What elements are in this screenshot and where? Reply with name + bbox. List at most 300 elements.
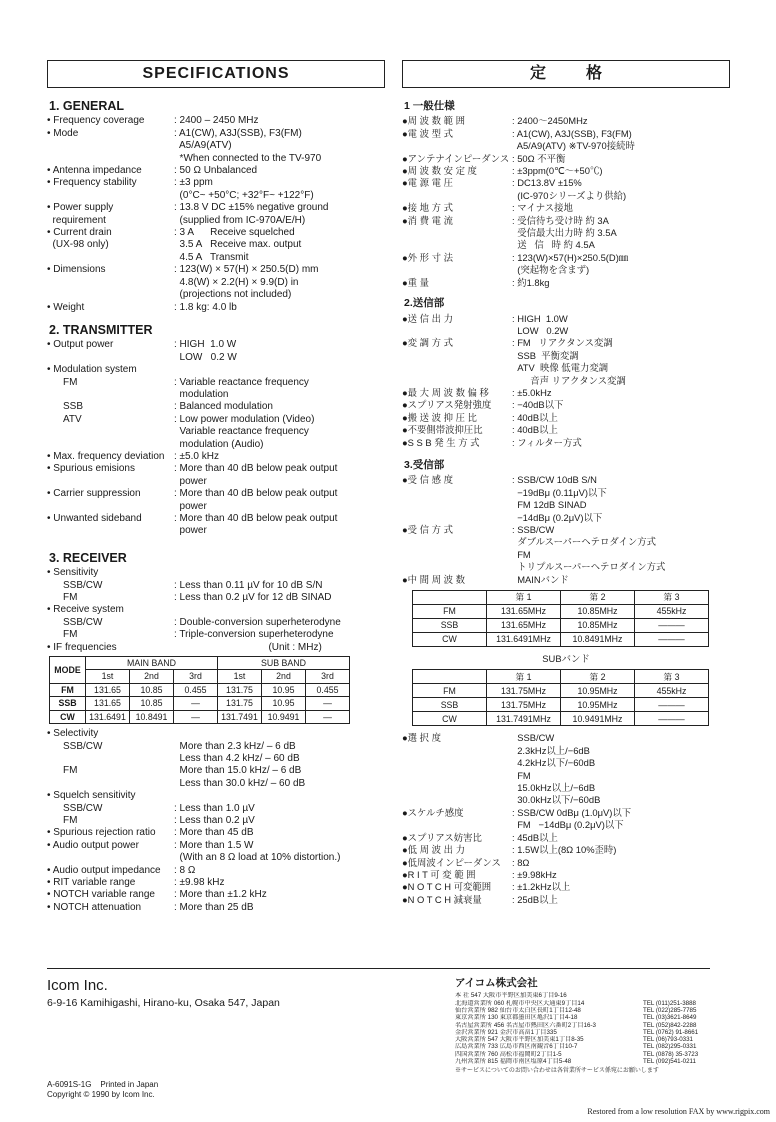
- spec-label: ●周 波 数 安 定 度: [402, 165, 477, 177]
- spec-label: FM: [63, 592, 78, 604]
- spec-row: [402, 732, 730, 806]
- spec-value: : 123(W)×57(H)×250.5(D)㎜ (突起物を含まず): [512, 251, 629, 276]
- receiver-spec-list-a: [47, 567, 385, 654]
- branch-address: 仙台営業所 982 仙台市太白区長町1丁目12-48: [455, 1007, 581, 1014]
- spec-value: [174, 364, 385, 376]
- spec-row: [402, 869, 730, 881]
- jp-table-col-header: 第 3: [635, 670, 709, 684]
- spec-label: ●N O T C H 可変範囲: [402, 881, 492, 893]
- spec-value: : ±9.98kHz: [512, 868, 557, 880]
- jp-table-cell: 10.85MHz: [561, 619, 635, 633]
- jp-table-mode: SSB: [413, 619, 487, 633]
- if-table-mode: CW: [50, 710, 86, 723]
- spec-value: : A1(CW), A3J(SSB), F3(FM) A5/A9(ATV) ※TV-970接続時: [512, 127, 635, 152]
- spec-value: : 40dB以上: [512, 424, 558, 436]
- spec-value: : Triple-conversion superheterodyne: [174, 629, 334, 641]
- general-spec-list: [47, 115, 385, 314]
- jp-table-cell: ———: [635, 619, 709, 633]
- spec-value: : SSB/CW 0dBμ (1.0μV)以下 FM −14dBμ (0.2μV)以下: [512, 806, 632, 831]
- branch-address: 北海道営業所 060 札幌市中央区大通東9丁目14: [455, 999, 585, 1007]
- spec-label: • Audio output power: [47, 839, 139, 851]
- jp-table-row: [413, 619, 709, 633]
- branch-address: 金沢営業所 921 金沢市高畠1丁目335: [455, 1028, 557, 1036]
- if-table-row: [50, 683, 350, 696]
- spec-value: : Less than 0.2 µV for 12 dB SINAD: [174, 592, 332, 604]
- if-table-cell: 131.6491: [86, 710, 130, 723]
- spec-label: ●N O T C H 減衰量: [402, 893, 482, 905]
- spec-label: • Squelch sensitivity: [47, 790, 136, 802]
- spec-value: : Less than 0.11 µV for 10 dB S/N: [174, 579, 323, 591]
- spec-value: : More than 40 dB below peak output power: [174, 488, 338, 512]
- spec-label: ●搬 送 波 抑 圧 比: [402, 411, 477, 423]
- branch-tel: TEL (06)793-0331: [643, 1036, 693, 1044]
- jp-table-row: [413, 633, 709, 647]
- restoration-credit: Restored from a low resolution FAX by www.rigpix.com: [587, 1107, 770, 1116]
- jp-table-cell: ———: [635, 633, 709, 647]
- spec-row: [47, 165, 385, 177]
- jp-receiver-heading: 3.受信部: [404, 458, 445, 471]
- if-table-mode: SSB: [50, 697, 86, 710]
- branch-row: [455, 1000, 713, 1007]
- japanese-title: 定格: [402, 60, 730, 88]
- spec-row: [47, 177, 385, 202]
- spec-row: [402, 215, 730, 252]
- spec-row: [47, 302, 385, 314]
- spec-label: • Output power: [47, 339, 114, 351]
- spec-value: : FM リアクタンス変調 SSB 平衡変調 ATV 映像 低電力変調 音声 リアクタンス変調: [512, 337, 626, 386]
- if-table-row: [50, 710, 350, 723]
- spec-label: • Selectivity: [47, 728, 99, 740]
- branch-address: 九州営業所 815 福岡市南区塩原4丁目5-48: [455, 1058, 572, 1066]
- jp-table-cell: 10.85MHz: [561, 605, 635, 619]
- spec-value: : 2400〜2450MHz: [512, 115, 588, 127]
- japanese-column: [402, 60, 730, 906]
- spec-value: More than 15.0 kHz/ – 6 dB Less than 30.0 kHz/ – 60 dB: [179, 765, 306, 789]
- spec-row: [47, 364, 385, 376]
- spec-label: • RIT variable range: [47, 876, 136, 888]
- spec-value: : 25dB以上: [512, 893, 558, 905]
- spec-row: [402, 832, 730, 844]
- spec-label: • Frequency stability: [47, 177, 137, 189]
- spec-label: • Spurious emisions: [47, 463, 135, 475]
- spec-value: : More than 40 dB below peak output power: [174, 513, 338, 537]
- spec-value: : 8 Ω: [174, 864, 196, 876]
- spec-label: • Unwanted sideband: [47, 513, 142, 524]
- spec-row: [47, 803, 385, 815]
- spec-label: • Weight: [47, 301, 85, 313]
- spec-value: (Unit : MHz): [174, 641, 322, 653]
- branch-row: [455, 1051, 713, 1058]
- jp-sub-band-table: [412, 669, 709, 726]
- spec-value: : HIGH 1.0 W LOW 0.2 W: [174, 339, 237, 363]
- spec-row: [402, 524, 730, 574]
- if-table-col-header: 2nd: [130, 670, 174, 683]
- branch-tel: TEL (082)295-0331: [643, 1043, 697, 1051]
- spec-row: [47, 463, 385, 488]
- spec-label: • Audio output impedance: [47, 864, 161, 876]
- spec-row: [402, 807, 730, 832]
- spec-label: ●低周波インピーダンス: [402, 856, 501, 868]
- general-heading: 1. GENERAL: [49, 99, 125, 113]
- if-table-col-header: 1st: [86, 670, 130, 683]
- spec-value: : More than 25 dB: [174, 901, 254, 913]
- spec-row: [402, 894, 730, 906]
- branch-tel: TEL (03)3621-8649: [643, 1014, 697, 1022]
- jp-table-row: [413, 698, 709, 712]
- spec-value: : Less than 1.0 µV: [174, 802, 255, 814]
- spec-value: : More than 1.5 W (With an 8 Ω load at 10% distortion.): [174, 839, 341, 864]
- branch-row: [455, 1029, 713, 1036]
- jp-table-mode: SSB: [413, 698, 487, 712]
- if-table-mode-header: MODE: [50, 657, 86, 684]
- spec-row: [47, 877, 385, 889]
- company-address: 6-9-16 Kamihigashi, Hirano-ku, Osaka 547, Japan: [47, 997, 280, 1009]
- jp-table-corner: [413, 670, 487, 684]
- branch-row: [455, 1022, 713, 1029]
- spec-value: : Double-conversion superheterodyne: [174, 616, 341, 628]
- spec-label: SSB/CW: [63, 740, 103, 752]
- if-table-cell: 0.455: [306, 683, 350, 696]
- spec-row: [402, 881, 730, 893]
- spec-value: : 13.8 V DC ±15% negative ground (supplied from IC-970A/E/H): [174, 202, 329, 226]
- spec-value: : 受信待ち受け時 約 3A 受信最大出力時 約 3.5A 送 信 時 約 4.5A: [512, 214, 617, 251]
- spec-label: ●選 択 度: [402, 732, 441, 744]
- spec-row: [47, 580, 385, 592]
- jp-table-mode: FM: [413, 684, 487, 698]
- if-table-cell: —: [306, 710, 350, 723]
- spec-value: MAINバンド: [512, 573, 569, 585]
- if-table-cell: 10.8491: [130, 710, 174, 723]
- jp-table-col-header: 第 3: [635, 591, 709, 605]
- spec-label: ●不要側帯波抑圧比: [402, 424, 483, 436]
- spec-row: [402, 437, 730, 449]
- spec-row: [47, 815, 385, 827]
- spec-label: ●送 信 出 力: [402, 312, 453, 324]
- spec-label: ●低 周 波 出 力: [402, 844, 465, 856]
- spec-label: • Frequency coverage: [47, 115, 145, 127]
- spec-label: ●電 源 電 圧: [402, 177, 453, 189]
- spec-row: [402, 177, 730, 202]
- spec-value: : 50Ω 不平衡: [512, 152, 566, 164]
- if-table-cell: —: [306, 697, 350, 710]
- spec-row: [47, 227, 385, 264]
- spec-value: [174, 728, 385, 740]
- spec-label: ●受 信 方 式: [402, 524, 453, 535]
- spec-row: [47, 827, 385, 839]
- branch-note: ※サービスについてのお問い合わせは各営業所サービス係宛にお願いします: [455, 1068, 659, 1075]
- spec-label: ●スプリアス妨害比: [402, 831, 482, 843]
- spec-row: [47, 377, 385, 402]
- spec-row: [402, 399, 730, 411]
- jp-receiver-spec-list-b: [402, 732, 730, 906]
- specifications-title: SPECIFICATIONS: [47, 60, 385, 88]
- spec-label: • Carrier suppression: [47, 488, 141, 500]
- spec-row: [402, 844, 730, 856]
- if-table-col-header: 3rd: [306, 670, 350, 683]
- spec-value: : SSB/CW ダブルスーパーヘテロダイン方式 FM トリプルスーパーヘテロダイン方式: [512, 524, 666, 573]
- spec-label: • Spurious rejection ratio: [47, 827, 156, 839]
- spec-label: ●接 地 方 式: [402, 202, 453, 214]
- spec-value: : SSB/CW 10dB S/N −19dBμ (0.11μV)以下 FM 12dB SINAD −14dBμ (0.2μV)以下: [512, 474, 607, 523]
- spec-label: • Max. frequency deviation: [47, 450, 165, 462]
- spec-value: : HIGH 1.0W LOW 0.2W: [512, 312, 569, 336]
- spec-row: [47, 115, 385, 127]
- spec-row: [47, 414, 385, 451]
- spec-label: FM: [63, 629, 78, 641]
- if-table-cell: 10.95: [262, 683, 306, 696]
- jp-table-col-header: 第 2: [561, 670, 635, 684]
- spec-label: • IF frequencies: [47, 641, 117, 653]
- branch-row: [455, 1043, 713, 1050]
- spec-row: [47, 642, 385, 654]
- jp-table-cell: 10.8491MHz: [561, 633, 635, 647]
- branch-address: 名古屋営業所 456 名古屋市熱田区六番町2丁目16-3: [455, 1021, 596, 1029]
- spec-row: [47, 840, 385, 865]
- jp-table-cell: 10.95MHz: [561, 684, 635, 698]
- spec-row: [402, 277, 730, 289]
- spec-row: [402, 412, 730, 424]
- spec-value: : 8Ω: [512, 856, 530, 868]
- if-table-cell: —: [174, 710, 218, 723]
- spec-label: ●外 形 寸 法: [402, 251, 453, 263]
- spec-value: : Variable reactance frequency modulation: [174, 376, 309, 400]
- branch-row: [455, 1007, 713, 1014]
- jp-table-mode: CW: [413, 633, 487, 647]
- bottom-divider: [47, 968, 710, 969]
- spec-label: • Antenna impedance: [47, 165, 142, 177]
- jp-table-cell: 131.65MHz: [487, 605, 561, 619]
- spec-value: : フィルター方式: [512, 436, 582, 448]
- if-table-cell: 0.455: [174, 683, 218, 696]
- spec-row: [47, 604, 385, 616]
- receiver-heading: 3. RECEIVER: [49, 550, 127, 565]
- if-table-cell: 131.75: [218, 683, 262, 696]
- spec-row: [47, 567, 385, 579]
- branch-row: [455, 1014, 713, 1021]
- spec-value: : DC13.8V ±15% (IC-970シリーズより供給): [512, 177, 627, 201]
- if-table-cell: 131.65: [86, 697, 130, 710]
- spec-label: ●周 波 数 範 囲: [402, 115, 465, 127]
- jp-table-cell: ———: [635, 712, 709, 726]
- jp-sub-band-label: SUBバンド: [542, 653, 590, 665]
- spec-label: ●重 量: [402, 276, 430, 288]
- if-table-cell: 10.9491: [262, 710, 306, 723]
- branch-row: [455, 1036, 713, 1043]
- jp-table-cell: 455kHz: [635, 684, 709, 698]
- spec-label: SSB/CW: [63, 579, 103, 591]
- spec-row: [47, 202, 385, 227]
- jp-main-band-table: [412, 590, 709, 647]
- spec-row: [47, 451, 385, 463]
- branch-tel: TEL (052)842-2288: [643, 1021, 697, 1029]
- spec-value: : 1.5W以上(8Ω 10%歪時): [512, 844, 617, 856]
- spec-row: [47, 865, 385, 877]
- spec-value: : 45dB以上: [512, 831, 558, 843]
- spec-label: ●電 波 型 式: [402, 127, 453, 139]
- jp-table-corner: [413, 591, 487, 605]
- jp-table-row: [413, 712, 709, 726]
- spec-value: : ±5.0kHz: [512, 386, 552, 398]
- if-table-cell: 10.85: [130, 697, 174, 710]
- spec-row: [47, 741, 385, 766]
- jp-table-cell: 131.75MHz: [487, 698, 561, 712]
- spec-row: [402, 337, 730, 387]
- jp-transmitter-heading: 2.送信部: [404, 297, 445, 310]
- if-table-col-header: 1st: [218, 670, 262, 683]
- branch-tel: [643, 992, 713, 999]
- spec-row: [47, 592, 385, 604]
- spec-value: : Less than 0.2 µV: [174, 814, 255, 826]
- spec-label: SSB/CW: [63, 802, 103, 814]
- spec-row: [47, 339, 385, 364]
- spec-row: [47, 264, 385, 301]
- branch-address: 四国営業所 760 高松市福岡町2丁目1-5: [455, 1050, 562, 1058]
- spec-row: [47, 401, 385, 413]
- jp-general-heading: 1 一般仕様: [404, 100, 455, 112]
- branch-tel: TEL (011)251-3888: [643, 999, 696, 1007]
- spec-value: : More than 40 dB below peak output power: [174, 463, 338, 487]
- spec-row: [402, 474, 730, 524]
- spec-label: FM: [63, 765, 78, 777]
- jp-receiver-spec-list-a: [402, 474, 730, 586]
- jp-table-mode: FM: [413, 605, 487, 619]
- spec-label: ●変 調 方 式: [402, 337, 453, 349]
- transmitter-spec-list: [47, 339, 385, 538]
- spec-value: : 3 A Receive squelched 3.5 A Receive max. output 4.5 A Transmit: [174, 227, 302, 263]
- spec-row: [402, 387, 730, 399]
- spec-label: • Power supply requirement: [47, 202, 114, 226]
- branch-tel: TEL (0878) 35-3723: [643, 1050, 699, 1058]
- spec-label: ●R I T 可 変 範 囲: [402, 868, 476, 880]
- branch-tel: TEL (022)285-7785: [643, 1007, 697, 1014]
- spec-label: FM: [63, 376, 78, 388]
- spec-row: [47, 617, 385, 629]
- branch-address: 広島営業所 733 広島市西区南観音6丁目10-7: [455, 1043, 578, 1051]
- spec-value: [174, 790, 385, 802]
- if-table-cell: 10.85: [130, 683, 174, 696]
- jp-table-col-header: 第 2: [561, 591, 635, 605]
- spec-label: ●スプリアス発射強度: [402, 399, 492, 411]
- spec-value: : A1(CW), A3J(SSB), F3(FM) A5/A9(ATV) *When connected to the TV-970: [174, 127, 322, 164]
- if-table-col-header: 3rd: [174, 670, 218, 683]
- spec-value: : 2400 – 2450 MHz: [174, 115, 259, 127]
- branch-tel: TEL (0762) 91-8661: [643, 1028, 699, 1036]
- if-table-main-header: MAIN BAND: [86, 657, 218, 670]
- spec-label: • Dimensions: [47, 264, 106, 276]
- imprint: A-6091S-1G Printed in Japan Copyright © 1990 by Icom Inc.: [47, 1080, 159, 1099]
- spec-value: : More than 45 dB: [174, 827, 254, 839]
- jp-table-cell: 10.95MHz: [561, 698, 635, 712]
- spec-label: SSB/CW: [63, 616, 103, 628]
- spec-value: : ±9.98 kHz: [174, 876, 225, 888]
- jp-table-col-header: 第 1: [487, 591, 561, 605]
- jp-general-spec-list: [402, 115, 730, 289]
- jp-table-cell: 10.9491MHz: [561, 712, 635, 726]
- spec-value: : Low power modulation (Video) Variable reactance frequency modulation (Audio): [174, 413, 315, 450]
- spec-label: ●S S B 発 生 方 式: [402, 436, 480, 448]
- spec-row: [402, 202, 730, 214]
- spec-label: ●スケルチ感度: [402, 806, 464, 818]
- spec-value: : −40dB以下: [512, 399, 564, 411]
- spec-row: [402, 128, 730, 153]
- spec-label: ●消 費 電 流: [402, 214, 453, 226]
- spec-row: [402, 165, 730, 177]
- jp-table-cell: ———: [635, 698, 709, 712]
- if-table-mode: FM: [50, 683, 86, 696]
- spec-value: : 40dB以上: [512, 411, 558, 423]
- if-frequency-table: [49, 656, 350, 724]
- jp-transmitter-spec-list: [402, 313, 730, 449]
- spec-value: : Balanced modulation: [174, 401, 273, 413]
- branch-tel: TEL (092)541-0211: [643, 1058, 696, 1066]
- spec-label: SSB: [63, 401, 84, 413]
- if-table-cell: 131.7491: [218, 710, 262, 723]
- spec-value: : マイナス接地: [512, 202, 573, 214]
- spec-label: • Mode: [47, 127, 79, 139]
- spec-row: [47, 128, 385, 165]
- spec-row: [402, 857, 730, 869]
- spec-label: • Sensitivity: [47, 567, 99, 579]
- spec-value: : 1.8 kg: 4.0 lb: [174, 301, 237, 313]
- spec-row: [47, 629, 385, 641]
- spec-row: [47, 513, 385, 538]
- spec-row: [47, 889, 385, 901]
- spec-label: • NOTCH variable range: [47, 889, 155, 901]
- spec-row: [47, 488, 385, 513]
- spec-row: [402, 313, 730, 338]
- spec-label: ●受 信 感 度: [402, 474, 453, 486]
- spec-value: : ±3 ppm (0°C~ +50°C; +32°F~ +122°F): [174, 177, 314, 201]
- spec-label: FM: [63, 814, 78, 826]
- spec-row: [402, 424, 730, 436]
- english-column: [47, 60, 385, 914]
- spec-row: [47, 728, 385, 740]
- spec-label: ●アンテナインピーダンス: [402, 152, 510, 164]
- spec-value: [174, 604, 385, 616]
- if-table-cell: 131.75: [218, 697, 262, 710]
- spec-value: [174, 567, 385, 579]
- branch-row: [455, 1058, 713, 1065]
- jp-table-cell: 455kHz: [635, 605, 709, 619]
- branch-address: 東京営業所 130 東京都墨田区亀沢1丁目4-18: [455, 1014, 578, 1022]
- spec-row: [402, 153, 730, 165]
- spec-row: [47, 765, 385, 790]
- spec-row: [47, 902, 385, 914]
- branch-row: [455, 992, 713, 999]
- branch-office-list: [455, 977, 713, 1075]
- jp-table-row: [413, 684, 709, 698]
- spec-value: : ±1.2kHz以上: [512, 881, 571, 893]
- jp-table-cell: 131.65MHz: [487, 619, 561, 633]
- branch-address: 大阪営業所 547 大阪市平野区加美東1丁目8-35: [455, 1036, 584, 1044]
- spec-value: : 約1.8kg: [512, 276, 550, 288]
- receiver-spec-list-b: [47, 728, 385, 914]
- company-name: Icom Inc.: [47, 977, 108, 994]
- if-table-cell: —: [174, 697, 218, 710]
- if-table-row: [50, 697, 350, 710]
- spec-label: ●最 大 周 波 数 偏 移: [402, 386, 489, 398]
- branch-heading: アイコム株式会社: [455, 977, 538, 989]
- spec-label: ATV: [63, 413, 82, 425]
- spec-label: • Receive system: [47, 604, 124, 616]
- jp-table-row: [413, 605, 709, 619]
- spec-row: [402, 252, 730, 277]
- if-table-cell: 131.65: [86, 683, 130, 696]
- if-table-cell: 10.95: [262, 697, 306, 710]
- jp-table-col-header: 第 1: [487, 670, 561, 684]
- spec-value: SSB/CW 2.3kHz以上/−6dB 4.2kHz以下/−60dB FM 15.0kHz以上/−6dB 30.0kHz以下/−60dB: [517, 732, 601, 806]
- spec-label: • Current drain (UX-98 only): [47, 227, 112, 251]
